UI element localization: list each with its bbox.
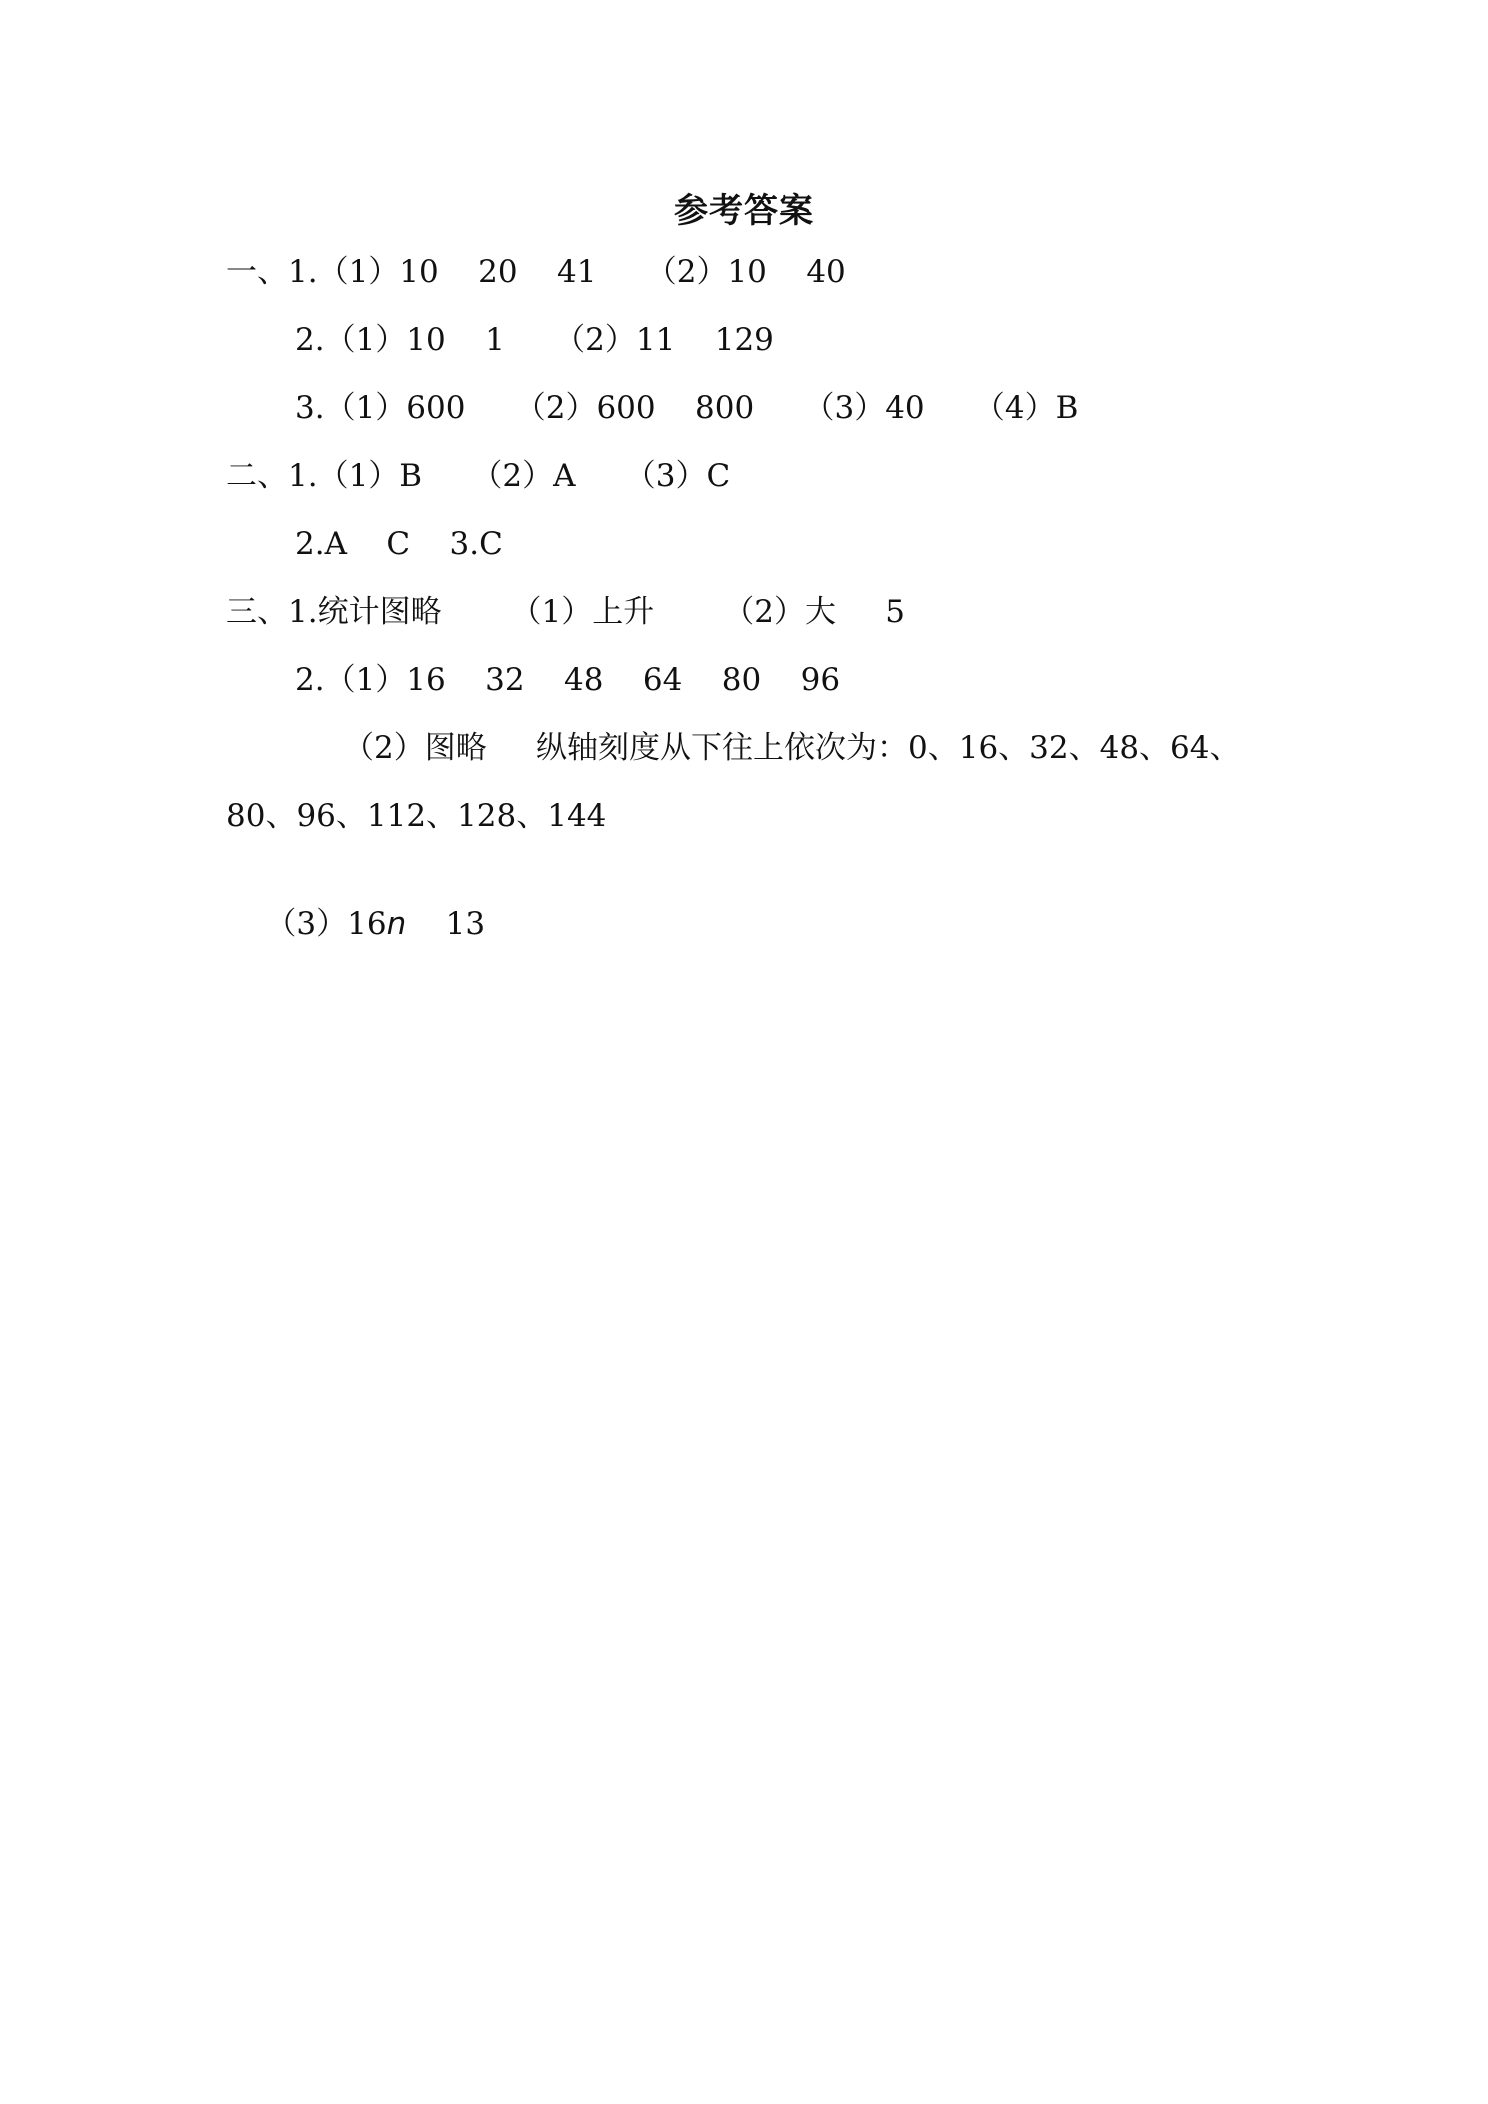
answer-line-section3-q2-part3 — [226, 864, 485, 984]
part3-prefix: （3）16 — [265, 906, 387, 942]
part3-suffix: 13 — [406, 906, 486, 942]
answer-line-section3-q1: 三、1.统计图略 （1）上升 （2）大 5 — [226, 594, 905, 630]
answer-line-section3-q2-part2-continued: 80、96、112、128、144 — [226, 798, 607, 834]
answer-line-section2-q1: 二、1.（1）B （2）A （3）C — [226, 458, 731, 494]
answer-line-section1-q3: 3.（1）600 （2）600 800 （3）40 （4）B — [295, 390, 1079, 426]
answer-line-section1-q2: 2.（1）10 1 （2）11 129 — [295, 322, 774, 358]
answer-line-section3-q2-part2: （2）图略 纵轴刻度从下往上依次为：0、16、32、48、64、 — [343, 730, 1241, 766]
answer-line-section3-q2-part1: 2.（1）16 32 48 64 80 96 — [295, 662, 841, 698]
page-title: 参考答案 — [674, 191, 814, 231]
answer-line-section2-q2-q3: 2.A C 3.C — [295, 526, 503, 562]
answer-line-section1-q1: 一、1.（1）10 20 41 （2）10 40 — [226, 254, 846, 290]
variable-n: n — [386, 906, 407, 942]
